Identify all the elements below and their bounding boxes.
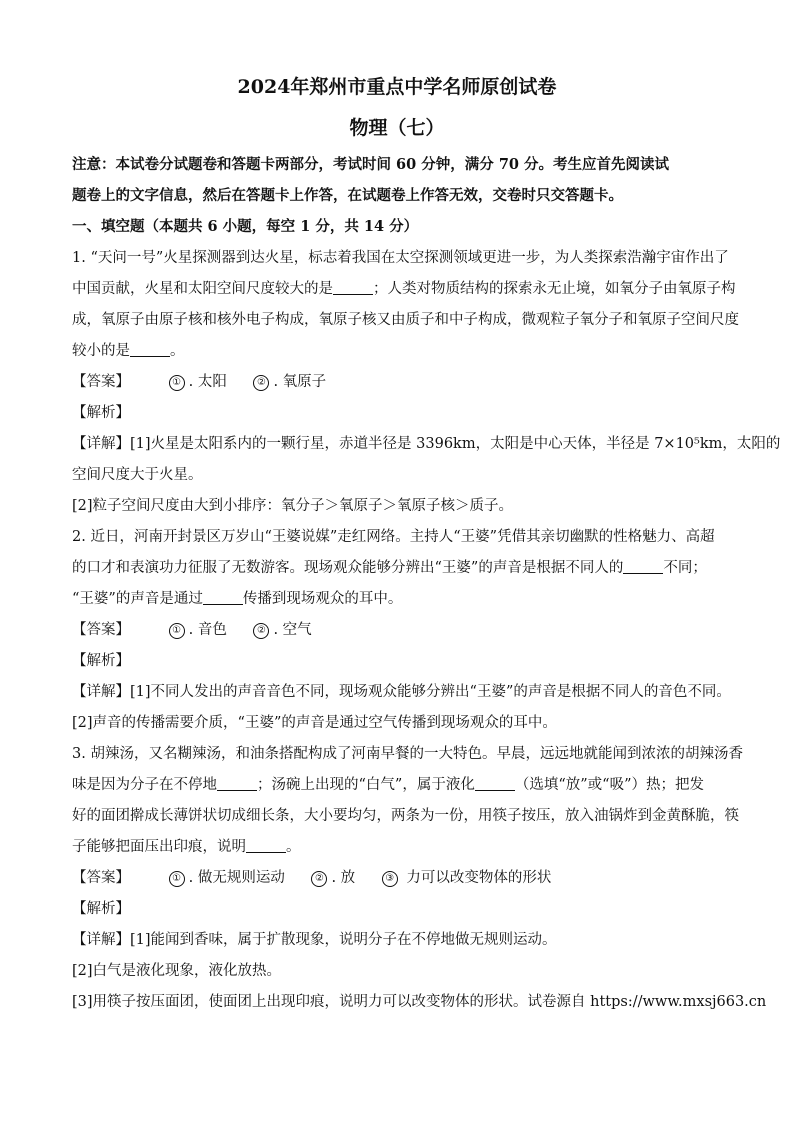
q1-line-3: 成，氧原子由原子核和核外电子构成，氧原子核又由质子和中子构成，微观粒子氧分子和氧原子空间尺度 <box>72 312 739 328</box>
section-heading: 一、填空题（本题共 6 小题，每空 1 分，共 14 分） <box>72 218 419 235</box>
answer-value: 氧原子 <box>282 374 327 390</box>
q3-text-e: 。 <box>286 839 301 855</box>
q3-line-1: 3. 胡辣汤，又名糊辣汤，和油条搭配构成了河南早餐的一大特色。早晨，远远地就能闻到浓浓的胡辣汤香 <box>72 746 743 762</box>
q2-line-1: 2. 近日，河南开封景区万岁山“王婆说媒”走红网络。主持人“王婆”凭借其亲切幽默的性格魅力、高超 <box>72 529 715 545</box>
answer-value: 做无规则运动 <box>197 870 285 886</box>
circled-number-1: ① <box>169 623 185 639</box>
q3-analysis-tag: 【解析】 <box>72 901 130 917</box>
q3-line-2 <box>72 773 704 794</box>
q1-detail-1: 【详解】[1]火星是太阳系内的一颗行星，赤道半径是 3396km，太阳是中心天体，半径是 7×10⁵km，太阳的 <box>72 436 781 452</box>
q1-line-4 <box>72 339 185 360</box>
q2-blank-2 <box>203 590 243 605</box>
q3-answer: 【答案】 ① . 做无规则运动 ② . 放 ③ 力可以改变物体的形状 <box>72 870 552 886</box>
q1-analysis-tag: 【解析】 <box>72 405 130 421</box>
q3-line-3: 好的面团擀成长薄饼状切成细长条，大小要均匀，两条为一份，用筷子按压，放入油锅炸到金黄酥脆，筷 <box>72 808 739 824</box>
q3-blank-1 <box>217 776 257 791</box>
q1-text-c: 较小的是 <box>72 343 130 359</box>
q3-text-d: 子能够把面压出印痕，说明 <box>72 839 246 855</box>
q3-blank-3 <box>246 838 286 853</box>
circled-number-2: ② <box>253 623 269 639</box>
answer-value: 太阳 <box>197 374 227 390</box>
answer-value: 力可以改变物体的形状 <box>406 870 552 886</box>
notice-line-1: 注意：本试卷分试题卷和答题卡两部分，考试时间 60 分钟，满分 70 分。考生应首先阅读试 <box>72 156 670 173</box>
q2-text-c: “王婆”的声音是通过 <box>72 591 203 607</box>
answer-value: 放 <box>340 870 356 886</box>
q3-detail-1: 【详解】[1]能闻到香味，属于扩散现象，说明分子在不停地做无规则运动。 <box>72 932 557 948</box>
q3-text-c: （选填“放”或“吸”）热；把发 <box>514 777 704 793</box>
exam-subtitle: 物理（七） <box>349 117 445 139</box>
q1-detail-2: 空间尺度大于火星。 <box>72 467 203 483</box>
circled-number-3: ③ <box>382 871 398 887</box>
q3-blank-2 <box>475 776 515 791</box>
q3-detail-3: [3]用筷子按压面团，使面团上出现印痕，说明力可以改变物体的形状。试卷源自 https://www.mxsj663.cn <box>72 994 767 1010</box>
q1-line-2 <box>72 277 736 298</box>
q1-text-b: ；人类对物质结构的探索永无止境，如氧分子由氧原子构 <box>373 281 736 297</box>
notice-line-2: 题卷上的文字信息，然后在答题卡上作答，在试题卷上作答无效，交卷时只交答题卡。 <box>72 187 623 204</box>
circled-number-1: ① <box>169 871 185 887</box>
q2-text-d: 传播到现场观众的耳中。 <box>242 591 403 607</box>
circled-number-1: ① <box>169 375 185 391</box>
answer-value: 空气 <box>282 622 312 638</box>
q2-line-2 <box>72 556 707 577</box>
q1-answer: 【答案】 ① . 太阳 ② . 氧原子 <box>72 374 327 390</box>
q1-blank-1 <box>333 280 373 295</box>
q2-answer: 【答案】 ① . 音色 ② . 空气 <box>72 622 312 638</box>
q2-line-3 <box>72 587 402 608</box>
q2-detail-2: [2]声音的传播需要介质，“王婆”的声音是通过空气传播到现场观众的耳中。 <box>72 715 557 731</box>
circled-number-2: ② <box>253 375 269 391</box>
answer-tag: 【答案】 <box>72 374 130 390</box>
answer-value: 音色 <box>197 622 227 638</box>
q3-line-4 <box>72 835 301 856</box>
q1-blank-2 <box>130 342 170 357</box>
answer-tag: 【答案】 <box>72 870 130 886</box>
q2-analysis-tag: 【解析】 <box>72 653 130 669</box>
q2-text-b: 不同； <box>663 560 707 576</box>
q3-detail-2: [2]白气是液化现象，液化放热。 <box>72 963 282 979</box>
exam-title: 2024年郑州市重点中学名师原创试卷 <box>237 76 557 98</box>
q1-line-1: 1. “天问一号”火星探测器到达火星，标志着我国在太空探测领域更进一步，为人类探索浩瀚宇宙作出了 <box>72 250 729 266</box>
q1-detail-3: [2]粒子空间尺度由大到小排序：氧分子＞氧原子＞氧原子核＞质子。 <box>72 498 514 514</box>
q2-text-a: 的口才和表演功力征服了无数游客。现场观众能够分辨出“王婆”的声音是根据不同人的 <box>72 560 624 576</box>
q3-text-b: ；汤碗上出现的“白气”，属于液化 <box>257 777 475 793</box>
answer-tag: 【答案】 <box>72 622 130 638</box>
q1-text-d: 。 <box>170 343 185 359</box>
q2-detail-1: 【详解】[1]不同人发出的声音音色不同，现场观众能够分辨出“王婆”的声音是根据不同人的音色不同。 <box>72 684 731 700</box>
q2-blank-1 <box>623 559 663 574</box>
circled-number-2: ② <box>311 871 327 887</box>
q3-text-a: 味是因为分子在不停地 <box>72 777 217 793</box>
q1-text-a: 中国贡献，火星和太阳空间尺度较大的是 <box>72 281 333 297</box>
